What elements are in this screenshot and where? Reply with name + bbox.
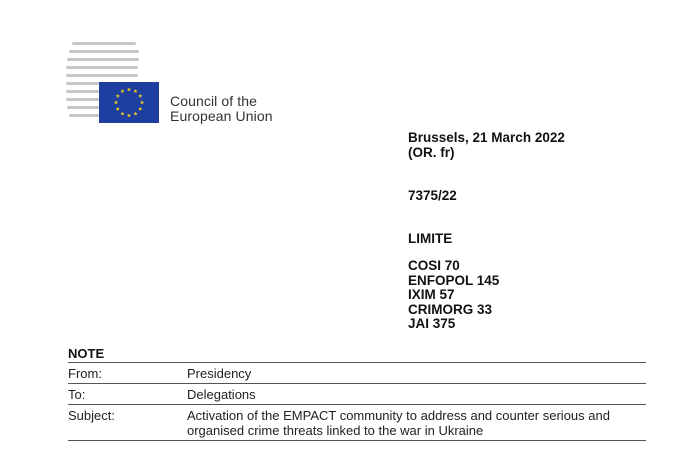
eu-star-icon [120,112,124,116]
eu-star-icon [120,89,124,93]
table-row-to [68,384,646,405]
org-name-line-2: European Union [170,108,273,124]
table-row-from [68,363,646,384]
eu-flag-icon [99,82,159,123]
eu-star-icon [138,94,142,98]
subject-label: Subject: [68,408,115,423]
eu-star-icon [133,89,137,93]
eu-star-icon [127,87,131,91]
eu-star-icon [116,94,120,98]
organization-name [170,94,273,124]
to-value: Delegations [187,387,256,402]
eu-star-icon [138,107,142,111]
subject-code: ENFOPOL 145 [408,272,500,288]
org-name-line-1: Council of the [170,93,258,109]
eu-star-icon [114,100,118,104]
subject-code: IXIM 57 [408,287,455,302]
to-label: To: [68,387,86,402]
council-logo [66,42,296,126]
eu-star-icon [140,100,144,104]
eu-star-icon [116,107,120,111]
from-label: From: [68,366,102,381]
original-language: (OR. fr) [408,145,455,160]
subject-codes [408,259,499,332]
subject-code: COSI 70 [408,258,460,273]
subject-code: JAI 375 [408,316,456,331]
document-number: 7375/22 [408,188,457,203]
eu-star-icon [127,113,131,117]
table-row-subject [68,405,646,441]
place-date: Brussels, 21 March 2022 [408,130,565,145]
note-header-table [68,362,646,441]
from-value: Presidency [187,366,252,381]
subject-code: CRIMORG 33 [408,301,493,317]
note-title: NOTE [68,346,105,361]
classification-marking: LIMITE [408,231,453,246]
eu-star-icon [133,112,137,116]
subject-value: Activation of the EMPACT community to address and counter serious and organised crime threats linked to the war in Ukraine [187,408,610,438]
